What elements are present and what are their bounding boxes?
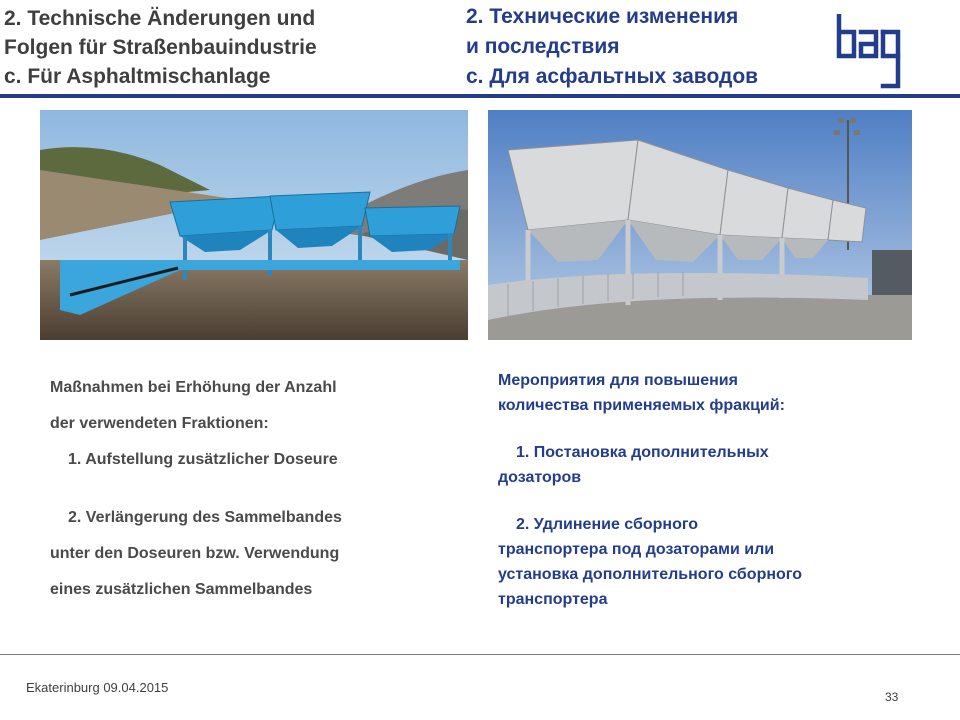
- intro-line: Мероприятия для повышения: [498, 372, 738, 389]
- list-item-continuation: установка дополнительного сборного: [498, 566, 803, 583]
- title-line: и последствия: [466, 35, 620, 58]
- title-line: 2. Технические изменения: [466, 5, 739, 28]
- header-divider: [0, 94, 960, 98]
- intro-line: Maßnahmen bei Erhöhung der Anzahl: [50, 379, 337, 396]
- measures-text-russian: [498, 368, 918, 612]
- footer-divider: [0, 654, 960, 655]
- title-line: 2. Technische Änderungen und: [4, 7, 316, 30]
- page-number: 33: [885, 690, 899, 704]
- list-item: 2. Verlängerung des Sammelbandes: [68, 509, 342, 526]
- list-item-continuation: транспортера: [498, 591, 608, 608]
- list-item-continuation: транспортера под дозаторами или: [498, 541, 775, 558]
- list-item-continuation: eines zusätzlichen Sammelbandes: [50, 581, 313, 598]
- intro-line: количества применяемых фракций:: [498, 397, 785, 414]
- title-line: c. Für Asphaltmischanlage: [4, 65, 271, 88]
- title-line: Folgen für Straßenbauindustrie: [4, 36, 317, 59]
- photo-blue-dosing-units: [40, 110, 468, 340]
- list-item: 2. Удлинение сборного: [516, 516, 699, 533]
- footer-location-date: Ekaterinburg 09.04.2015: [26, 680, 169, 695]
- title-line: с. Для асфальтных заводов: [466, 65, 759, 88]
- photo-gray-dosing-units: [488, 110, 912, 340]
- page-title-russian: [466, 2, 846, 92]
- company-logo: [836, 14, 902, 90]
- intro-line: der verwendeten Fraktionen:: [50, 415, 269, 432]
- list-item: 1. Aufstellung zusätzlicher Doseure: [68, 451, 338, 468]
- measures-text-german: [50, 370, 460, 608]
- list-item: 1. Постановка дополнительных: [516, 444, 769, 461]
- list-item-continuation: дозаторов: [498, 469, 582, 486]
- page-title-german: [4, 4, 444, 91]
- list-item-continuation: unter den Doseuren bzw. Verwendung: [50, 545, 340, 562]
